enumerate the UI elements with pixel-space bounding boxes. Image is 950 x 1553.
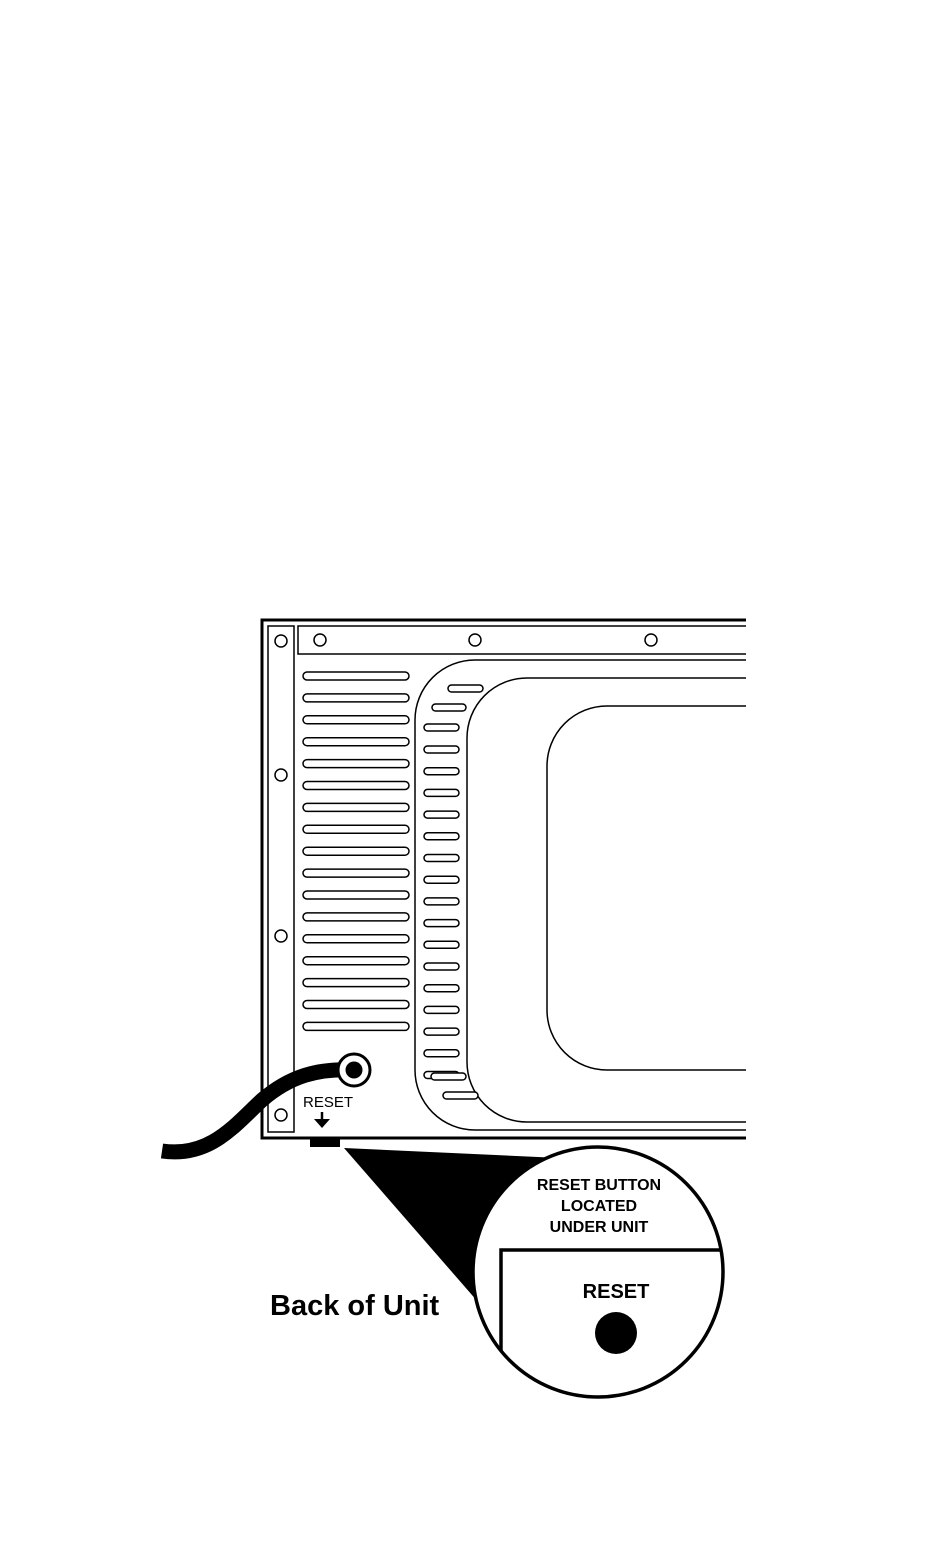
vent-slot <box>424 876 459 883</box>
vent-slot <box>424 985 459 992</box>
screw-hole-icon <box>275 635 287 647</box>
screw-hole-icon <box>314 634 326 646</box>
reset-button-icon <box>595 1312 637 1354</box>
vent-slot <box>303 738 409 746</box>
vent-slot <box>424 833 459 840</box>
rear-panel-outer-recess <box>415 660 915 1130</box>
reset-button-location-marker <box>310 1139 340 1147</box>
screw-hole-icon <box>645 634 657 646</box>
vent-slot <box>303 825 409 833</box>
vent-slot <box>424 789 459 796</box>
vent-slot <box>303 803 409 811</box>
power-cord-end <box>346 1062 363 1079</box>
vent-slot <box>303 913 409 921</box>
reset-label-large: RESET <box>582 1281 650 1303</box>
callout-line-1: RESET BUTTON <box>536 1177 662 1194</box>
vent-slot <box>303 847 409 855</box>
vent-slot <box>424 1050 459 1057</box>
vent-slot <box>424 898 459 905</box>
vent-slot <box>303 979 409 987</box>
vent-slot <box>303 672 409 680</box>
vent-slot <box>303 869 409 877</box>
rear-panel-inner-recess <box>547 706 887 1070</box>
left-mounting-rail <box>268 626 294 1132</box>
down-arrow-icon <box>314 1112 330 1128</box>
rear-panel-middle-recess <box>467 678 907 1122</box>
vent-slot <box>424 855 459 862</box>
vent-slot <box>303 935 409 943</box>
vent-slot <box>424 746 459 753</box>
vent-slot <box>424 724 459 731</box>
vent-slot <box>448 685 483 692</box>
callout-line-2: LOCATED <box>560 1198 638 1215</box>
screw-hole-icon <box>275 930 287 942</box>
screw-hole-icon <box>469 634 481 646</box>
zoom-detail-circle <box>473 1147 730 1420</box>
vent-slot <box>303 782 409 790</box>
top-mounting-rail <box>298 626 858 654</box>
callout-line-3: UNDER UNIT <box>549 1219 649 1236</box>
vent-slot <box>303 694 409 702</box>
reset-label-small: RESET <box>303 1094 354 1111</box>
vent-slot <box>424 941 459 948</box>
diagram-caption: Back of Unit <box>270 1290 440 1322</box>
vent-slot <box>424 1028 459 1035</box>
vent-slot <box>432 704 466 711</box>
vent-slot <box>303 760 409 768</box>
vent-slot <box>424 768 459 775</box>
vent-slot <box>443 1092 478 1099</box>
vent-slot <box>424 920 459 927</box>
vent-slot <box>424 963 459 970</box>
vent-slot <box>303 957 409 965</box>
curved-vent-slots <box>424 685 483 1099</box>
vent-slot <box>424 1006 459 1013</box>
screw-hole-icon <box>275 769 287 781</box>
vent-slot <box>424 811 459 818</box>
vent-slot <box>303 1001 409 1009</box>
left-vent-slots <box>303 672 409 1030</box>
vent-slot <box>431 1073 466 1080</box>
vent-slot <box>303 1022 409 1030</box>
vent-slot <box>303 891 409 899</box>
vent-slot <box>303 716 409 724</box>
screw-hole-icon <box>275 1109 287 1121</box>
